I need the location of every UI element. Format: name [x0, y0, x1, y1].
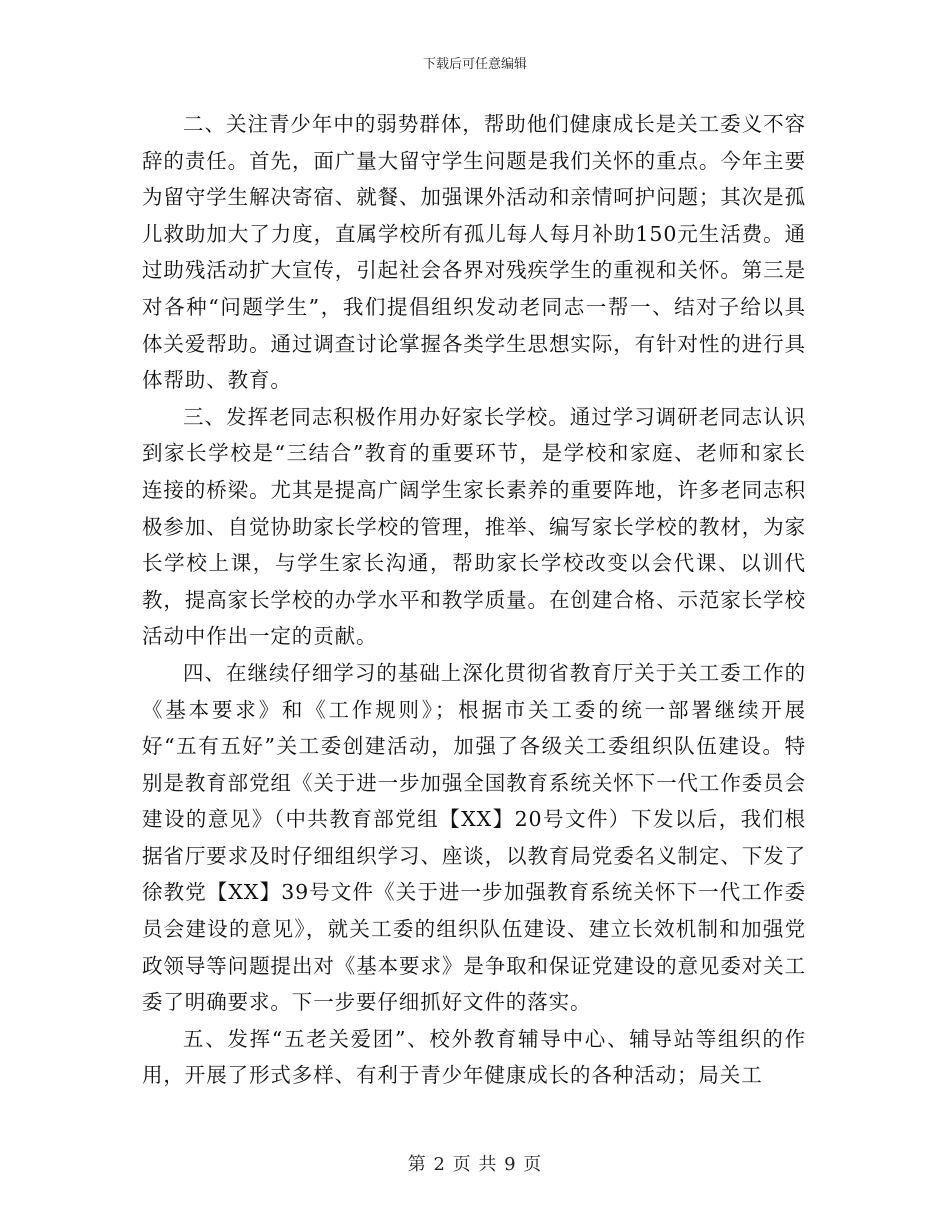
page-number: 第 2 页 共 9 页: [407, 1154, 543, 1175]
paragraph-5: 五、发挥“五老关爱团”、校外教育辅导中心、辅导站等组织的作用，开展了形式多样、有利于青少年健康成长的各种活动；局关工: [142, 1026, 806, 1088]
document-body: [142, 106, 806, 1094]
page-header: 下载后可任意编辑: [422, 57, 527, 72]
paragraph-4: 四、在继续仔细学习的基础上深化贯彻省教育厅关于关工委工作的《基本要求》和《工作规则》；根据市关工委的统一部署继续开展好“五有五好”关工委创建活动，加强了各级关工委组织队伍建设。特别是教育部党组《关于进一步加强全国教育系统关怀下一代工作委员会建设的意见》（中共教育部党组【XX】20号文件）下发以后，我们根据省厅要求及时仔细组织学习、座谈，以教育局党委名义制定、下发了徐教党【XX】39号文件《关于进一步加强教育系统关怀下一代工作委员会建设的意见》，就关工委的组织队伍建设、建立长效机制和加强党政领导等问题提出对《基本要求》是争取和保证党建设的意见委对关工委了明确要求。下一步要仔细抓好文件的落实。: [142, 660, 806, 1015]
paragraph-3: 三、发挥老同志积极作用办好家长学校。通过学习调研老同志认识到家长学校是“三结合”教育的重要环节，是学校和家庭、老师和家长连接的桥梁。尤其是提高广阔学生家长素养的重要阵地，许多老同志积极参加、自觉协助家长学校的管理，推举、编写家长学校的教材，为家长学校上课，与学生家长沟通，帮助家长学校改变以会代课、以训代教，提高家长学校的办学水平和教学质量。在创建合格、示范家长学校活动中作出一定的贡献。: [142, 404, 806, 649]
paragraph-2: 二、关注青少年中的弱势群体，帮助他们健康成长是关工委义不容辞的责任。首先，面广量大留守学生问题是我们关怀的重点。今年主要为留守学生解决寄宿、就餐、加强课外活动和亲情呵护问题；其次是孤儿救助加大了力度，直属学校所有孤儿每人每月补助150元生活费。通过助残活动扩大宣传，引起社会各界对残疾学生的重视和关怀。第三是对各种“问题学生”，我们提倡组织发动老同志一帮一、结对子给以具体关爱帮助。通过调查讨论掌握各类学生思想实际，有针对性的进行具体帮助、教育。: [142, 112, 806, 393]
